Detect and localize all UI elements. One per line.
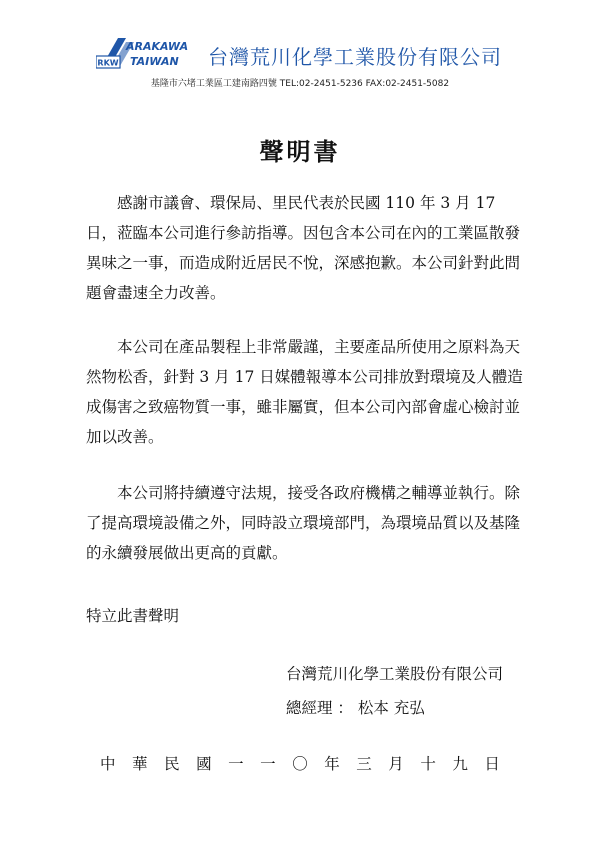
arakawa-logo <box>96 36 200 70</box>
date-char: 日 <box>484 755 500 773</box>
logo-wordmark-bottom: TAIWAN <box>130 55 179 68</box>
date-char: 月 <box>388 755 404 773</box>
logo-badge-text: RKW <box>97 58 119 68</box>
letterhead-address: 基隆市六堵工業區工建南路四號 TEL:02-2451-5236 FAX:02-2451-5082 <box>150 79 450 89</box>
date-char: 九 <box>452 755 468 773</box>
letterhead-company-name: 台灣荒川化學工業股份有限公司 <box>208 45 502 69</box>
statement-paragraph-2: 本公司在產品製程上非常嚴謹，主要產品所使用之原料為天然物松香，針對 3 月 17 日媒體報導本公司排放對環境及人體造成傷害之致癌物質一事，雖非屬實，但本公司內部會虛心檢討並加以改善。 <box>86 338 523 446</box>
date-char: 國 <box>196 755 212 773</box>
document-title: 聲明書 <box>259 137 341 166</box>
statement-paragraph-3: 本公司將持續遵守法規，接受各政府機構之輔導並執行。除了提高環境設備之外，同時設立環境部門，為環境品質以及基隆的永續發展做出更高的貢獻。 <box>86 484 521 562</box>
logo-wordmark-top: ARAKAWA <box>126 40 189 53</box>
date-char: 年 <box>324 755 340 773</box>
date-char: 華 <box>132 755 148 773</box>
signature-general-manager: 總經理 ： 松本 充弘 <box>286 699 425 717</box>
date-char: 〇 <box>292 755 308 773</box>
date-line <box>100 752 500 774</box>
letterhead <box>0 0 600 100</box>
date-char: 中 <box>100 755 116 773</box>
date-char: 三 <box>356 755 372 773</box>
statement-paragraph-1: 感謝市議會、環保局、里民代表於民國 110 年 3 月 17 日，蒞臨本公司進行參訪指導。因包含本公司在內的工業區散發異味之一事，而造成附近居民不悅，深感抱歉。本公司針對此問題會盡速全力改善。 <box>86 194 521 302</box>
date-char: 一 <box>228 755 244 773</box>
date-char: 民 <box>164 755 180 773</box>
date-char: 一 <box>260 755 276 773</box>
date-char: 十 <box>420 755 436 773</box>
closing-line: 特立此書聲明 <box>86 607 180 625</box>
signature-company: 台灣荒川化學工業股份有限公司 <box>286 665 504 683</box>
